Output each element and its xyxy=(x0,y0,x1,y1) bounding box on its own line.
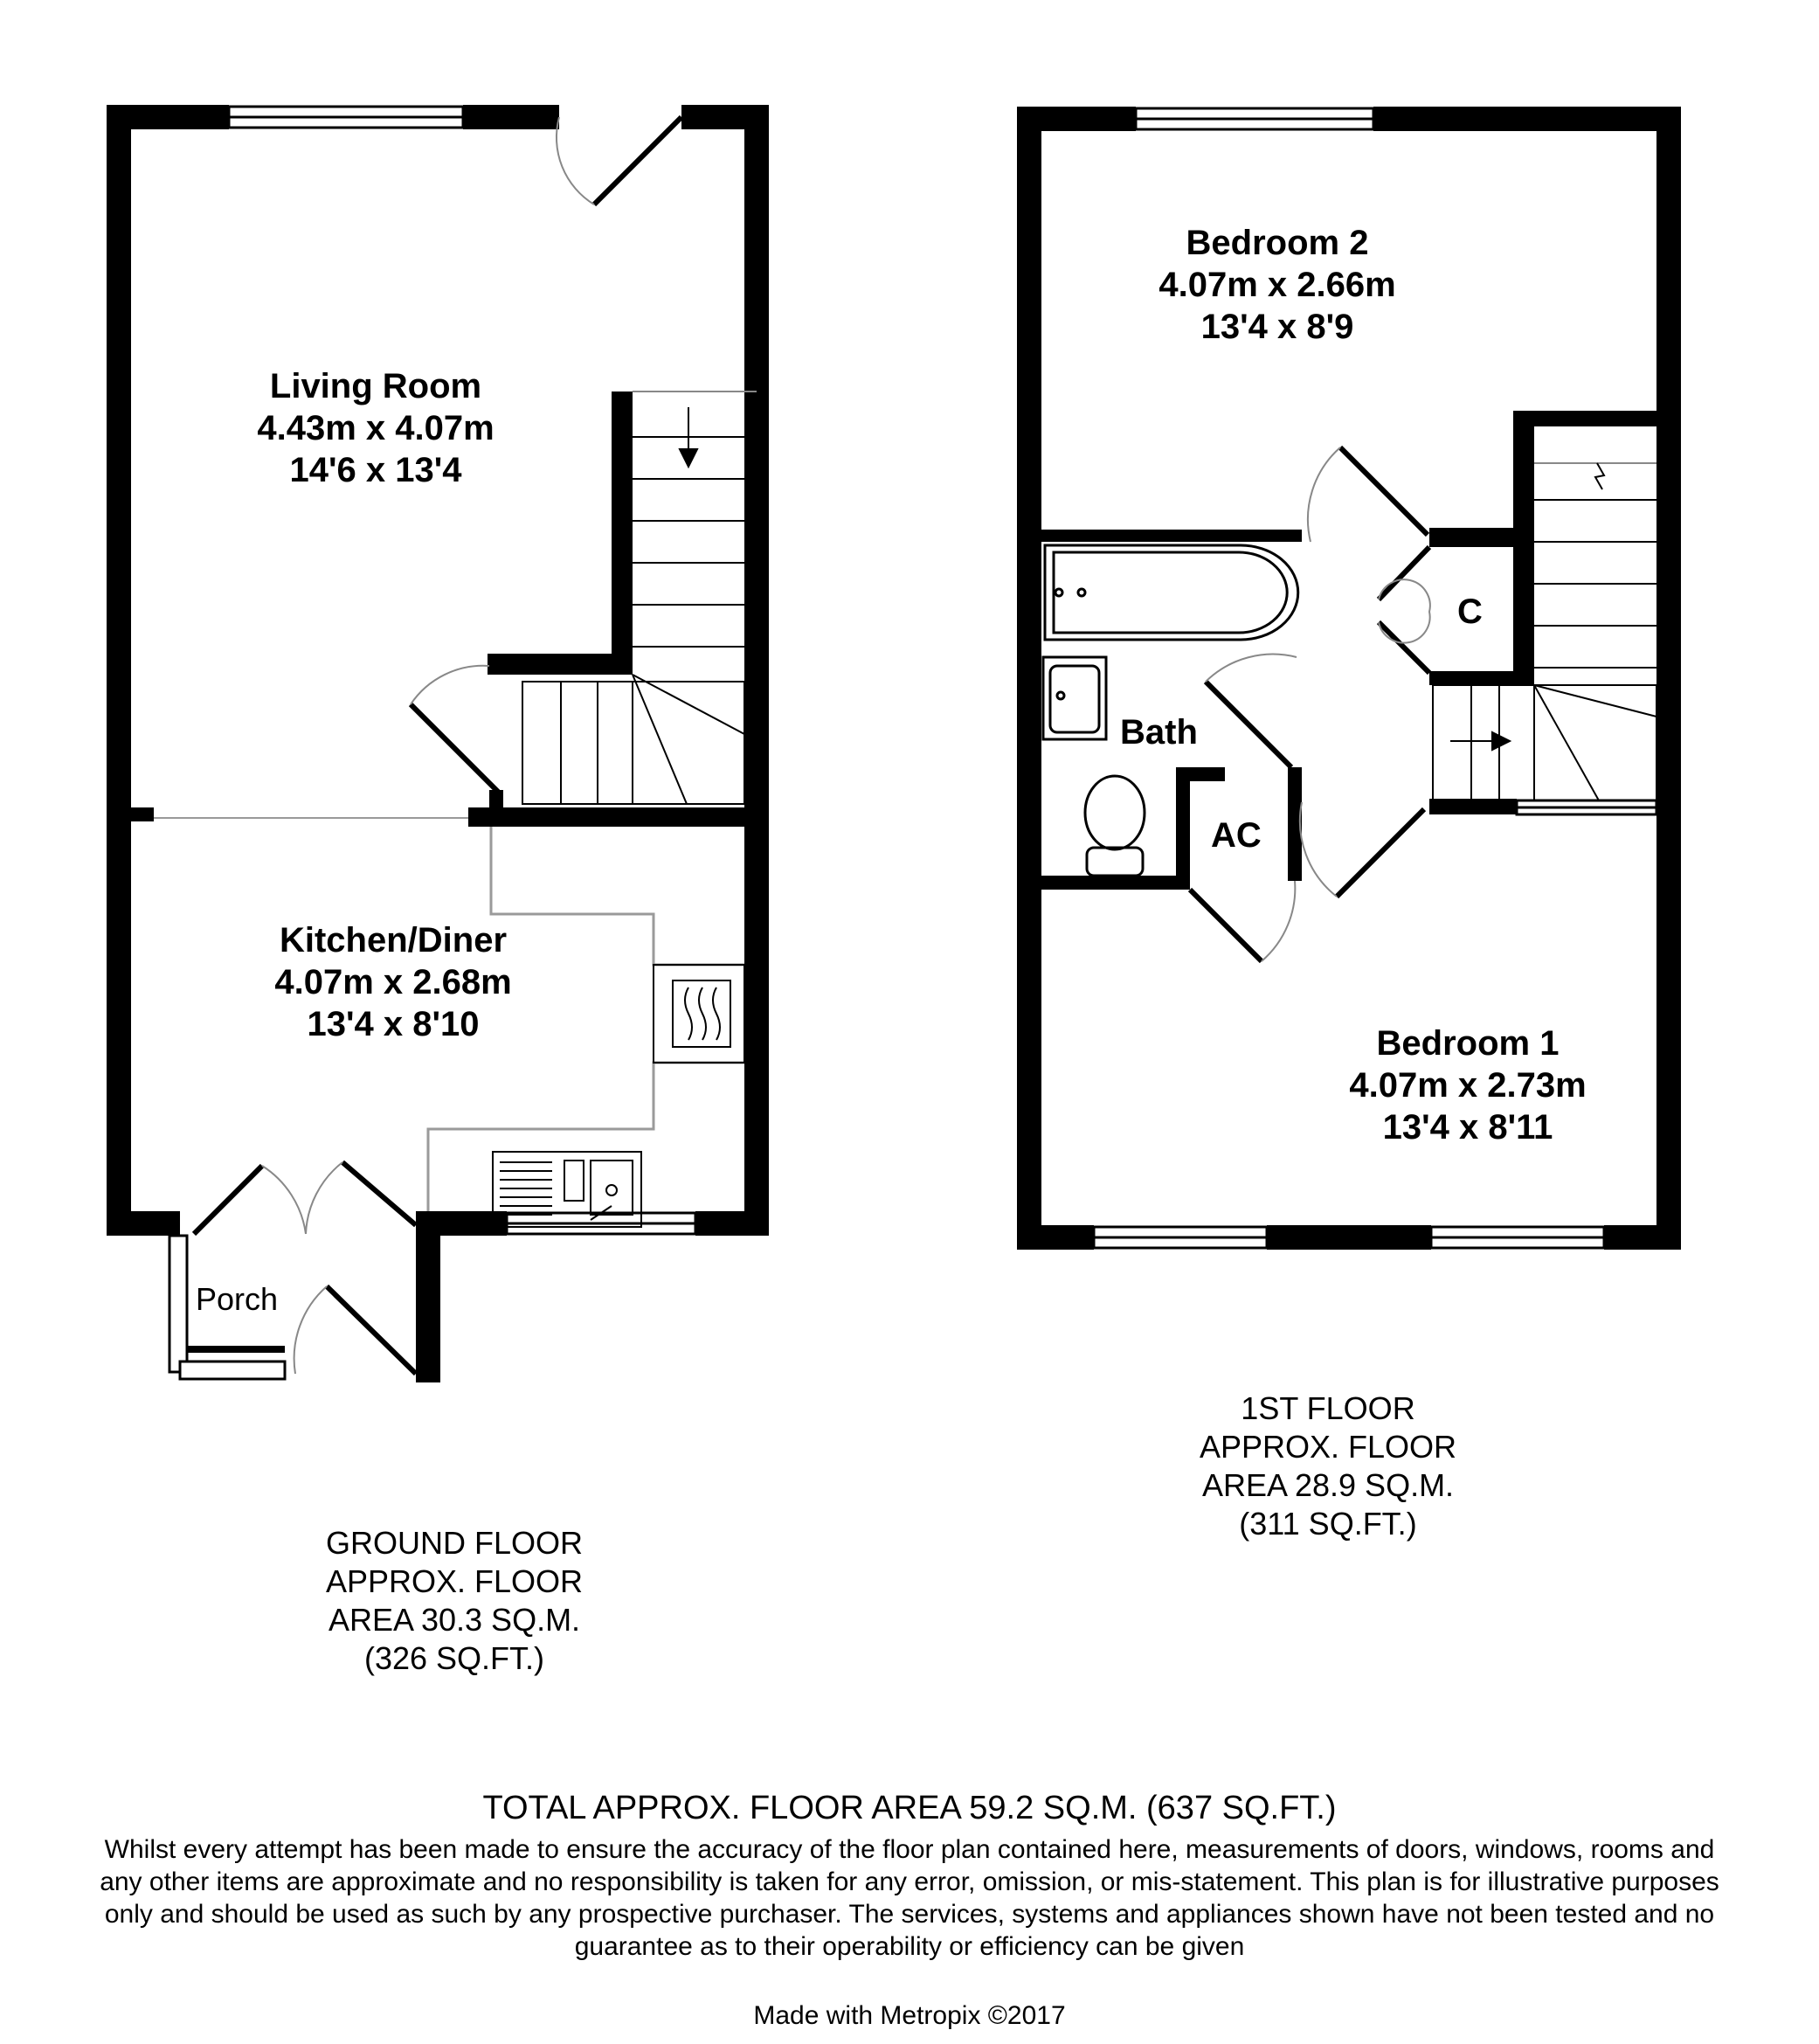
room-dimensions-metric: 4.07m x 2.66m xyxy=(1158,266,1396,304)
room-dimensions-metric: 4.43m x 4.07m xyxy=(257,409,495,447)
room-label-bedroom-2 xyxy=(1103,222,1452,348)
door-swing xyxy=(306,1162,342,1234)
door-swing xyxy=(1262,881,1295,961)
wall xyxy=(1176,767,1225,781)
wall xyxy=(612,391,633,675)
room-dimensions-metric: 4.07m x 2.68m xyxy=(274,963,512,1001)
wall xyxy=(489,790,503,814)
cupboard-label: C xyxy=(1457,592,1483,631)
porch-label: Porch xyxy=(196,1281,279,1317)
ground-floor-summary xyxy=(280,1524,629,1678)
wall xyxy=(107,1211,180,1236)
credit: Made with Metropix ©2017 xyxy=(753,2001,1066,2030)
room-name: Bedroom 1 xyxy=(1376,1024,1560,1063)
door-swing xyxy=(1300,802,1337,897)
wall xyxy=(1017,107,1041,1250)
summary-line: AREA 30.3 SQ.M. xyxy=(328,1602,581,1638)
door-swing xyxy=(294,1286,327,1374)
wall xyxy=(468,807,769,827)
wall xyxy=(1017,107,1136,131)
wall xyxy=(488,654,633,675)
door xyxy=(1379,547,1429,599)
toilet xyxy=(1085,776,1145,849)
door xyxy=(342,1162,416,1225)
wall xyxy=(1041,530,1302,542)
total-floor-area: TOTAL APPROX. FLOOR AREA 59.2 SQ.M. (637 SQ.FT.) xyxy=(482,1790,1337,1826)
wall xyxy=(1017,1225,1094,1250)
summary-line: GROUND FLOOR xyxy=(325,1525,583,1561)
ground-floor-plan xyxy=(107,105,769,1382)
door xyxy=(1379,622,1429,673)
wall xyxy=(1429,671,1534,685)
wall xyxy=(1513,411,1534,685)
wall xyxy=(1373,107,1681,131)
first-floor-doors xyxy=(1190,447,1430,961)
wall xyxy=(1604,1225,1681,1250)
door xyxy=(411,704,498,792)
wall xyxy=(1513,411,1681,426)
summary-line: APPROX. FLOOR xyxy=(1199,1429,1457,1465)
airing-cupboard-label: AC xyxy=(1211,816,1262,855)
washbasin xyxy=(1043,657,1106,739)
door xyxy=(194,1166,262,1234)
room-dimensions-imperial: 13'4 x 8'10 xyxy=(307,1005,480,1043)
bath xyxy=(1045,545,1298,640)
wall xyxy=(463,105,559,129)
wall xyxy=(744,105,769,1236)
door xyxy=(327,1286,416,1374)
summary-line: AREA 28.9 SQ.M. xyxy=(1201,1467,1455,1503)
summary-line: (311 SQ.FT.) xyxy=(1239,1506,1417,1542)
room-name: Kitchen/Diner xyxy=(279,921,508,960)
door-swing xyxy=(1206,655,1297,682)
window xyxy=(169,1236,187,1372)
room-label-living-room xyxy=(201,365,550,491)
wall xyxy=(416,1211,440,1382)
wall xyxy=(1267,1225,1431,1250)
wall xyxy=(107,105,131,1236)
disclaimer: Whilst every attempt has been made to ensure the accuracy of the floor plan contained here, measurements of doors, windows, rooms and any other items are approximate and no responsibility is taken for any error, omission, or mis-statement. This plan is for illustrative purposes only and should be used as such by any prospective purchaser. The services, systems and appliances shown have not been tested and no guarantee as to their operability or efficiency can be given xyxy=(100,1835,1719,1961)
door-swing xyxy=(262,1166,306,1234)
room-dimensions-imperial: 14'6 x 13'4 xyxy=(289,451,462,489)
wall xyxy=(131,807,154,821)
door xyxy=(1337,809,1424,897)
door-swing xyxy=(557,117,594,204)
summary-line: 1ST FLOOR xyxy=(1241,1390,1415,1426)
door-swing xyxy=(1308,447,1340,542)
wall xyxy=(1176,767,1190,890)
door xyxy=(1190,890,1262,961)
room-label-bedroom-1 xyxy=(1293,1022,1643,1148)
wall xyxy=(1429,528,1534,547)
bath-label: Bath xyxy=(1120,713,1198,752)
door xyxy=(1340,447,1428,535)
door-swing xyxy=(411,666,489,704)
window xyxy=(180,1362,285,1379)
wall xyxy=(1656,107,1681,1250)
wall xyxy=(1041,876,1190,890)
summary-line: APPROX. FLOOR xyxy=(325,1563,584,1599)
wall xyxy=(180,1346,285,1353)
room-dimensions-metric: 4.07m x 2.73m xyxy=(1349,1066,1587,1105)
door xyxy=(594,117,681,204)
door xyxy=(1206,682,1291,767)
room-dimensions-imperial: 13'4 x 8'11 xyxy=(1382,1108,1553,1147)
wall xyxy=(107,105,229,129)
room-name: Living Room xyxy=(269,367,482,405)
summary-line: (326 SQ.FT.) xyxy=(363,1640,545,1676)
first-floor-summary xyxy=(1153,1389,1503,1543)
room-name: Bedroom 2 xyxy=(1186,224,1369,262)
room-label-kitchen-diner xyxy=(218,919,568,1045)
wall xyxy=(695,1211,769,1236)
room-dimensions-imperial: 13'4 x 8'9 xyxy=(1200,308,1354,346)
